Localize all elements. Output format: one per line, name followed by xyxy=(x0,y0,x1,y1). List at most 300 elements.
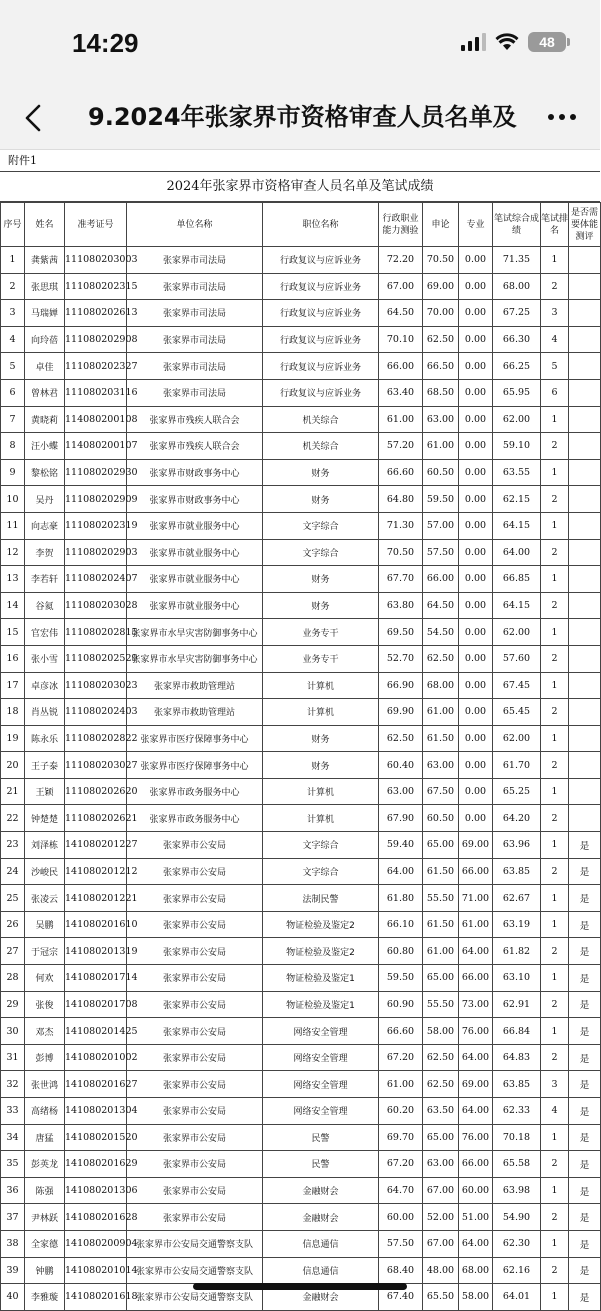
wifi-icon xyxy=(495,33,519,51)
table-row xyxy=(1,752,601,779)
cell-name: 钟楚楚 xyxy=(25,805,65,832)
cell-position: 金融财会 xyxy=(263,1177,379,1204)
cell-professional: 0.00 xyxy=(459,778,493,805)
cell-rank: 1 xyxy=(541,1018,569,1045)
table-row xyxy=(1,778,601,805)
cell-exam-id: 141080201425 xyxy=(65,1018,127,1045)
cell-exam-id: 111080203023 xyxy=(65,672,127,699)
header-professional: 专业 xyxy=(459,203,493,247)
cell-essay: 63.00 xyxy=(423,1151,459,1178)
cell-index: 13 xyxy=(1,566,25,593)
cell-rank: 2 xyxy=(541,752,569,779)
cell-total: 63.10 xyxy=(493,965,541,992)
cell-unit: 张家界市公安局 xyxy=(127,1098,263,1125)
cell-unit: 张家界市公安局 xyxy=(127,965,263,992)
cell-name: 吴丹 xyxy=(25,486,65,513)
cell-professional: 64.00 xyxy=(459,1098,493,1125)
cell-essay: 62.50 xyxy=(423,1071,459,1098)
cell-total: 71.35 xyxy=(493,247,541,274)
cell-exam-id: 141080201221 xyxy=(65,885,127,912)
table-row xyxy=(1,539,601,566)
cell-aptitude: 67.20 xyxy=(379,1044,423,1071)
cell-position: 文字综合 xyxy=(263,858,379,885)
cell-total: 67.25 xyxy=(493,300,541,327)
cell-index: 35 xyxy=(1,1151,25,1178)
cell-exam-id: 111080203027 xyxy=(65,752,127,779)
cell-index: 19 xyxy=(1,725,25,752)
cell-fitness: 是 xyxy=(569,965,601,992)
cell-aptitude: 67.20 xyxy=(379,1151,423,1178)
cell-name: 黄晓莉 xyxy=(25,406,65,433)
cell-fitness xyxy=(569,805,601,832)
cell-total: 64.83 xyxy=(493,1044,541,1071)
cell-exam-id: 141080201629 xyxy=(65,1151,127,1178)
cell-total: 62.16 xyxy=(493,1257,541,1284)
cell-rank: 5 xyxy=(541,353,569,380)
cell-aptitude: 68.40 xyxy=(379,1257,423,1284)
cell-aptitude: 61.00 xyxy=(379,406,423,433)
more-dot-icon xyxy=(548,114,554,120)
cell-total: 62.15 xyxy=(493,486,541,513)
cell-aptitude: 67.70 xyxy=(379,566,423,593)
cell-unit: 张家界市司法局 xyxy=(127,379,263,406)
cell-position: 计算机 xyxy=(263,778,379,805)
cell-fitness: 是 xyxy=(569,832,601,859)
cell-exam-id: 111080202529 xyxy=(65,645,127,672)
cell-unit: 张家界市公安局 xyxy=(127,885,263,912)
table-row xyxy=(1,1044,601,1071)
cell-position: 信息通信 xyxy=(263,1257,379,1284)
cell-name: 向志豪 xyxy=(25,512,65,539)
cell-name: 李贺 xyxy=(25,539,65,566)
cell-index: 17 xyxy=(1,672,25,699)
cell-fitness: 是 xyxy=(569,1071,601,1098)
cell-index: 10 xyxy=(1,486,25,513)
header-position: 职位名称 xyxy=(263,203,379,247)
cell-fitness: 是 xyxy=(569,1230,601,1257)
status-icons xyxy=(461,32,566,52)
battery-icon: 48 xyxy=(528,32,566,52)
header-unit: 单位名称 xyxy=(127,203,263,247)
cell-essay: 55.50 xyxy=(423,991,459,1018)
cell-total: 66.85 xyxy=(493,566,541,593)
cell-exam-id: 111080202613 xyxy=(65,300,127,327)
cell-aptitude: 57.20 xyxy=(379,433,423,460)
cell-professional: 73.00 xyxy=(459,991,493,1018)
cell-aptitude: 70.50 xyxy=(379,539,423,566)
cell-index: 32 xyxy=(1,1071,25,1098)
cell-position: 财务 xyxy=(263,592,379,619)
cell-exam-id: 141080201306 xyxy=(65,1177,127,1204)
cell-total: 64.20 xyxy=(493,805,541,832)
cell-essay: 63.50 xyxy=(423,1098,459,1125)
cell-exam-id: 111080203003 xyxy=(65,247,127,274)
cell-index: 15 xyxy=(1,619,25,646)
cell-aptitude: 71.30 xyxy=(379,512,423,539)
cell-essay: 60.50 xyxy=(423,459,459,486)
cell-rank: 1 xyxy=(541,965,569,992)
cell-name: 张世鸿 xyxy=(25,1071,65,1098)
home-indicator[interactable] xyxy=(193,1283,407,1290)
cell-position: 民警 xyxy=(263,1151,379,1178)
cell-professional: 66.00 xyxy=(459,965,493,992)
cell-total: 67.45 xyxy=(493,672,541,699)
page-title: 9.2024年张家界市资格审查人员名单及 xyxy=(88,103,517,131)
back-button[interactable] xyxy=(18,100,50,136)
cell-fitness: 是 xyxy=(569,938,601,965)
cell-position: 行政复议与应诉业务 xyxy=(263,300,379,327)
cell-rank: 2 xyxy=(541,1257,569,1284)
cell-total: 63.85 xyxy=(493,858,541,885)
cell-essay: 58.00 xyxy=(423,1018,459,1045)
header-fitness: 是否需要体能测评 xyxy=(569,203,601,247)
cell-total: 70.18 xyxy=(493,1124,541,1151)
cell-aptitude: 64.00 xyxy=(379,858,423,885)
cell-index: 9 xyxy=(1,459,25,486)
cell-fitness xyxy=(569,778,601,805)
cell-rank: 1 xyxy=(541,672,569,699)
cell-rank: 1 xyxy=(541,1177,569,1204)
cell-index: 36 xyxy=(1,1177,25,1204)
cell-total: 62.00 xyxy=(493,619,541,646)
cell-fitness: 是 xyxy=(569,1257,601,1284)
cell-aptitude: 69.70 xyxy=(379,1124,423,1151)
cell-unit: 张家界市残疾人联合会 xyxy=(127,406,263,433)
cell-name: 肖丛锐 xyxy=(25,699,65,726)
cell-total: 59.10 xyxy=(493,433,541,460)
cell-aptitude: 61.00 xyxy=(379,1071,423,1098)
cell-name: 吴鹏 xyxy=(25,911,65,938)
cell-exam-id: 111080202621 xyxy=(65,805,127,832)
cell-professional: 64.00 xyxy=(459,1230,493,1257)
cell-professional: 0.00 xyxy=(459,486,493,513)
cell-total: 63.96 xyxy=(493,832,541,859)
cell-unit: 张家界市公安局 xyxy=(127,1177,263,1204)
cell-essay: 69.00 xyxy=(423,273,459,300)
cell-position: 物证检验及鉴定1 xyxy=(263,991,379,1018)
cell-fitness xyxy=(569,645,601,672)
cell-index: 18 xyxy=(1,699,25,726)
table-row xyxy=(1,273,601,300)
table-row xyxy=(1,911,601,938)
cell-professional: 66.00 xyxy=(459,1151,493,1178)
cell-essay: 55.50 xyxy=(423,885,459,912)
cell-name: 于冠宗 xyxy=(25,938,65,965)
cell-name: 李若轩 xyxy=(25,566,65,593)
cell-unit: 张家界市政务服务中心 xyxy=(127,805,263,832)
cell-aptitude: 69.90 xyxy=(379,699,423,726)
cell-exam-id: 141080201714 xyxy=(65,965,127,992)
cell-rank: 2 xyxy=(541,592,569,619)
cell-position: 行政复议与应诉业务 xyxy=(263,273,379,300)
cell-rank: 1 xyxy=(541,1230,569,1257)
cell-position: 物证检验及鉴定2 xyxy=(263,938,379,965)
cell-exam-id: 111080202822 xyxy=(65,725,127,752)
cell-aptitude: 52.70 xyxy=(379,645,423,672)
cell-exam-id: 111080202909 xyxy=(65,486,127,513)
cell-rank: 1 xyxy=(541,832,569,859)
cell-total: 57.60 xyxy=(493,645,541,672)
cell-fitness: 是 xyxy=(569,1151,601,1178)
cell-essay: 70.50 xyxy=(423,247,459,274)
cell-index: 28 xyxy=(1,965,25,992)
cell-total: 64.15 xyxy=(493,512,541,539)
cell-unit: 张家界市就业服务中心 xyxy=(127,539,263,566)
cell-rank: 1 xyxy=(541,406,569,433)
table-row xyxy=(1,379,601,406)
cell-essay: 61.50 xyxy=(423,725,459,752)
cell-position: 财务 xyxy=(263,459,379,486)
cell-name: 王子泰 xyxy=(25,752,65,779)
cell-essay: 62.50 xyxy=(423,645,459,672)
cell-index: 24 xyxy=(1,858,25,885)
cell-total: 62.00 xyxy=(493,725,541,752)
cell-fitness: 是 xyxy=(569,1204,601,1231)
cell-position: 金融财会 xyxy=(263,1204,379,1231)
cell-essay: 66.50 xyxy=(423,353,459,380)
cell-unit: 张家界市公安局 xyxy=(127,911,263,938)
cell-aptitude: 60.00 xyxy=(379,1204,423,1231)
table-row xyxy=(1,725,601,752)
cell-position: 物证检验及鉴定1 xyxy=(263,965,379,992)
cell-rank: 1 xyxy=(541,1124,569,1151)
cell-professional: 69.00 xyxy=(459,1071,493,1098)
cell-name: 高绪杨 xyxy=(25,1098,65,1125)
table-row xyxy=(1,965,601,992)
cell-professional: 71.00 xyxy=(459,885,493,912)
document-title: 2024年张家界市资格审查人员名单及笔试成绩 xyxy=(0,172,600,202)
cell-exam-id: 141080201304 xyxy=(65,1098,127,1125)
cell-rank: 2 xyxy=(541,539,569,566)
table-row xyxy=(1,805,601,832)
cell-unit: 张家界市就业服务中心 xyxy=(127,592,263,619)
cell-rank: 2 xyxy=(541,645,569,672)
cell-essay: 62.50 xyxy=(423,1044,459,1071)
cell-professional: 76.00 xyxy=(459,1018,493,1045)
table-row xyxy=(1,991,601,1018)
cell-total: 66.84 xyxy=(493,1018,541,1045)
cell-position: 金融财会 xyxy=(263,1284,379,1311)
cell-index: 26 xyxy=(1,911,25,938)
cell-unit: 张家界市公安局 xyxy=(127,991,263,1018)
cell-rank: 2 xyxy=(541,938,569,965)
cell-fitness: 是 xyxy=(569,1124,601,1151)
cell-rank: 1 xyxy=(541,1284,569,1311)
cell-exam-id: 141080201627 xyxy=(65,1071,127,1098)
cell-position: 法制民警 xyxy=(263,885,379,912)
cell-index: 11 xyxy=(1,512,25,539)
cell-total: 61.70 xyxy=(493,752,541,779)
cell-total: 64.00 xyxy=(493,539,541,566)
cell-name: 官宏伟 xyxy=(25,619,65,646)
table-row xyxy=(1,672,601,699)
cell-essay: 65.00 xyxy=(423,965,459,992)
table-row xyxy=(1,300,601,327)
cell-aptitude: 57.50 xyxy=(379,1230,423,1257)
cell-fitness xyxy=(569,672,601,699)
header-rank: 笔试排名 xyxy=(541,203,569,247)
cell-rank: 6 xyxy=(541,379,569,406)
cell-exam-id: 141080201014 xyxy=(65,1257,127,1284)
cell-exam-id: 111080203116 xyxy=(65,379,127,406)
cell-essay: 63.00 xyxy=(423,406,459,433)
header-index: 序号 xyxy=(1,203,25,247)
cell-name: 全家德 xyxy=(25,1230,65,1257)
cell-exam-id: 114080200107 xyxy=(65,433,127,460)
cell-name: 刘泽栋 xyxy=(25,832,65,859)
cell-name: 曾林君 xyxy=(25,379,65,406)
cell-unit: 张家界市公安局 xyxy=(127,1071,263,1098)
cell-professional: 0.00 xyxy=(459,752,493,779)
cell-fitness xyxy=(569,353,601,380)
cell-name: 汪小蝶 xyxy=(25,433,65,460)
cell-index: 27 xyxy=(1,938,25,965)
cell-professional: 0.00 xyxy=(459,406,493,433)
cell-position: 业务专干 xyxy=(263,645,379,672)
cell-rank: 1 xyxy=(541,459,569,486)
cell-aptitude: 72.20 xyxy=(379,247,423,274)
cell-fitness xyxy=(569,379,601,406)
cell-fitness xyxy=(569,592,601,619)
table-row xyxy=(1,326,601,353)
cell-essay: 67.00 xyxy=(423,1177,459,1204)
cell-index: 33 xyxy=(1,1098,25,1125)
table-row xyxy=(1,858,601,885)
cell-position: 网络安全管理 xyxy=(263,1071,379,1098)
cell-professional: 0.00 xyxy=(459,619,493,646)
document-viewer[interactable] xyxy=(0,150,600,1304)
cell-rank: 2 xyxy=(541,1151,569,1178)
cell-fitness xyxy=(569,433,601,460)
cell-exam-id: 111080202903 xyxy=(65,539,127,566)
header-total: 笔试综合成绩 xyxy=(493,203,541,247)
cell-unit: 张家界市公安局 xyxy=(127,1204,263,1231)
cell-fitness: 是 xyxy=(569,911,601,938)
cell-index: 21 xyxy=(1,778,25,805)
table-row xyxy=(1,885,601,912)
cell-professional: 68.00 xyxy=(459,1257,493,1284)
cell-name: 卓佳 xyxy=(25,353,65,380)
table-row xyxy=(1,512,601,539)
cell-essay: 61.00 xyxy=(423,433,459,460)
more-options-button[interactable] xyxy=(548,114,576,120)
table-row xyxy=(1,1151,601,1178)
cell-total: 62.91 xyxy=(493,991,541,1018)
cell-unit: 张家界市医疗保障事务中心 xyxy=(127,725,263,752)
cell-fitness xyxy=(569,566,601,593)
cell-total: 66.25 xyxy=(493,353,541,380)
cell-name: 龚紫茜 xyxy=(25,247,65,274)
cell-position: 财务 xyxy=(263,486,379,513)
cell-aptitude: 66.90 xyxy=(379,672,423,699)
cell-name: 沙峻民 xyxy=(25,858,65,885)
cell-index: 34 xyxy=(1,1124,25,1151)
cell-fitness xyxy=(569,300,601,327)
cell-index: 38 xyxy=(1,1230,25,1257)
cell-total: 62.33 xyxy=(493,1098,541,1125)
cell-name: 彭博 xyxy=(25,1044,65,1071)
cell-rank: 2 xyxy=(541,433,569,460)
table-row xyxy=(1,592,601,619)
cell-unit: 张家界市公安局 xyxy=(127,858,263,885)
cell-professional: 66.00 xyxy=(459,858,493,885)
cell-rank: 2 xyxy=(541,1044,569,1071)
cell-fitness xyxy=(569,273,601,300)
cell-total: 63.98 xyxy=(493,1177,541,1204)
cell-aptitude: 67.40 xyxy=(379,1284,423,1311)
cell-fitness: 是 xyxy=(569,858,601,885)
cell-fitness: 是 xyxy=(569,1018,601,1045)
cell-position: 行政复议与应诉业务 xyxy=(263,353,379,380)
cell-essay: 64.50 xyxy=(423,592,459,619)
cell-aptitude: 66.60 xyxy=(379,459,423,486)
cell-exam-id: 111080202815 xyxy=(65,619,127,646)
cell-position: 计算机 xyxy=(263,672,379,699)
cell-professional: 0.00 xyxy=(459,459,493,486)
cell-index: 39 xyxy=(1,1257,25,1284)
table-row xyxy=(1,1177,601,1204)
cell-index: 7 xyxy=(1,406,25,433)
cell-total: 61.82 xyxy=(493,938,541,965)
cell-unit: 张家界市残疾人联合会 xyxy=(127,433,263,460)
header-aptitude: 行政职业能力测验 xyxy=(379,203,423,247)
cell-total: 64.01 xyxy=(493,1284,541,1311)
cell-index: 3 xyxy=(1,300,25,327)
cell-position: 计算机 xyxy=(263,805,379,832)
cell-name: 张俊 xyxy=(25,991,65,1018)
cell-position: 文字综合 xyxy=(263,512,379,539)
table-row xyxy=(1,566,601,593)
cell-total: 65.58 xyxy=(493,1151,541,1178)
cell-professional: 0.00 xyxy=(459,353,493,380)
cell-total: 63.85 xyxy=(493,1071,541,1098)
cell-essay: 52.00 xyxy=(423,1204,459,1231)
cell-professional: 0.00 xyxy=(459,805,493,832)
cell-aptitude: 67.00 xyxy=(379,273,423,300)
cell-unit: 张家界市公安局 xyxy=(127,1151,263,1178)
cell-exam-id: 141080201319 xyxy=(65,938,127,965)
cell-name: 张小雪 xyxy=(25,645,65,672)
cell-name: 张凌云 xyxy=(25,885,65,912)
cell-total: 65.95 xyxy=(493,379,541,406)
cell-index: 4 xyxy=(1,326,25,353)
cell-position: 民警 xyxy=(263,1124,379,1151)
results-table xyxy=(0,202,601,1311)
cell-essay: 66.00 xyxy=(423,566,459,593)
cell-name: 张思琪 xyxy=(25,273,65,300)
cell-unit: 张家界市财政事务中心 xyxy=(127,459,263,486)
cell-index: 37 xyxy=(1,1204,25,1231)
cell-name: 向玲蓓 xyxy=(25,326,65,353)
cell-position: 财务 xyxy=(263,566,379,593)
cell-total: 63.19 xyxy=(493,911,541,938)
cell-aptitude: 59.50 xyxy=(379,965,423,992)
header-name: 姓名 xyxy=(25,203,65,247)
cell-unit: 张家界市公安局 xyxy=(127,938,263,965)
cell-professional: 0.00 xyxy=(459,379,493,406)
cell-aptitude: 62.50 xyxy=(379,725,423,752)
table-row xyxy=(1,433,601,460)
cell-professional: 0.00 xyxy=(459,247,493,274)
cell-rank: 1 xyxy=(541,778,569,805)
cell-total: 64.15 xyxy=(493,592,541,619)
cell-aptitude: 61.80 xyxy=(379,885,423,912)
cell-essay: 48.00 xyxy=(423,1257,459,1284)
cell-exam-id: 141080201520 xyxy=(65,1124,127,1151)
cell-essay: 65.50 xyxy=(423,1284,459,1311)
cell-aptitude: 66.00 xyxy=(379,353,423,380)
cell-name: 马瑞婵 xyxy=(25,300,65,327)
